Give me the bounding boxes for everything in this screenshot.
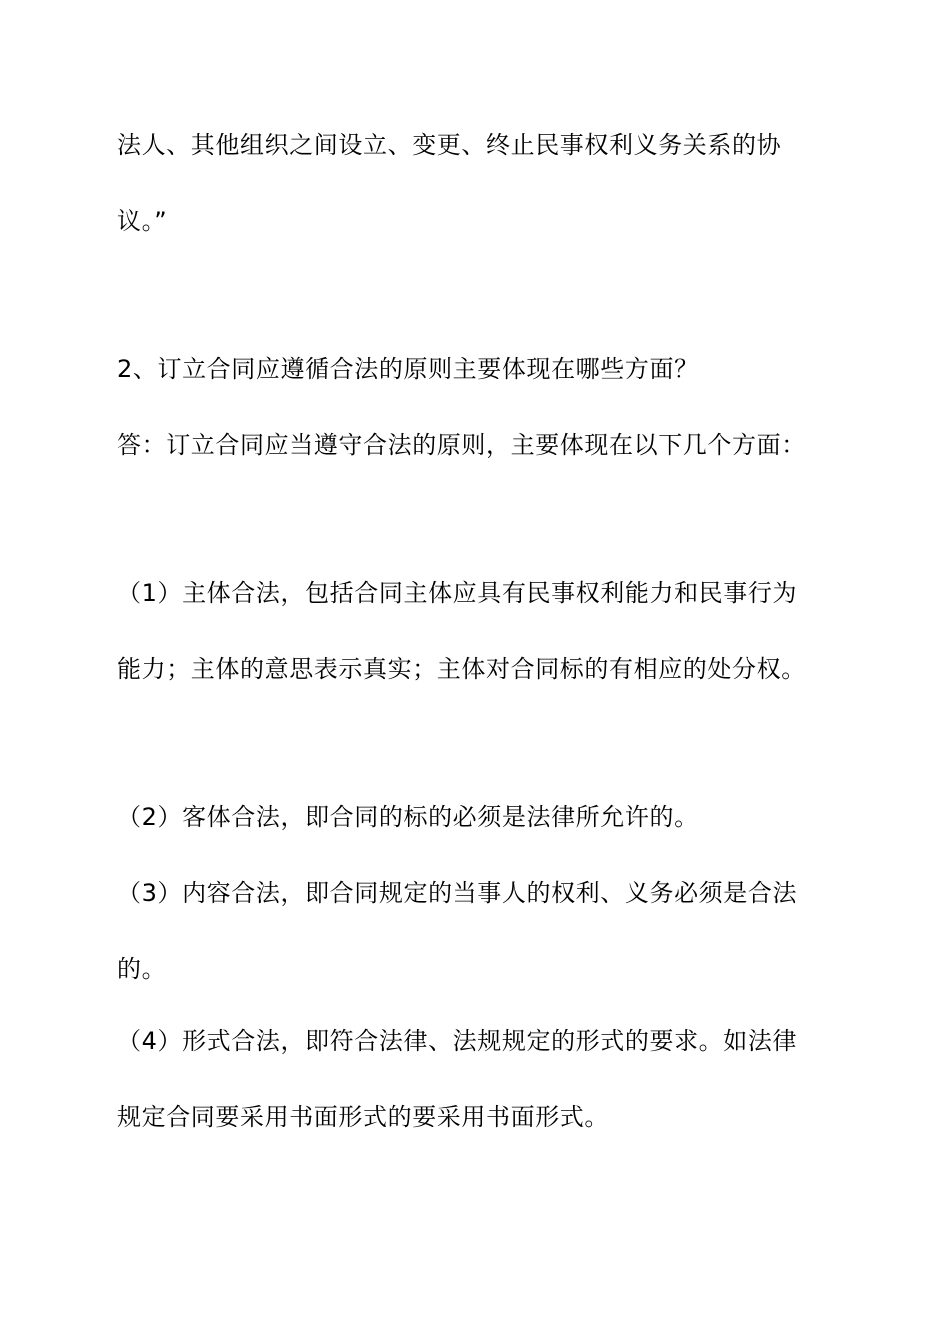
answer-intro: 答：订立合同应当遵守合法的原则，主要体现在以下几个方面： [117,431,806,459]
list-item-2: （2）客体合法，即合同的标的必须是法律所允许的。 [117,803,699,831]
list-item-4-line-2: 规定合同要采用书面形式的要采用书面形式。 [117,1103,609,1131]
question-heading: 2、订立合同应遵循合法的原则主要体现在哪些方面？ [117,355,699,383]
list-item-1-line-2: 能力；主体的意思表示真实；主体对合同标的有相应的处分权。 [117,655,806,683]
paragraph-line: 议。” [117,207,168,235]
list-item-3-line-2: 的。 [117,955,167,983]
list-item-1-line-1: （1）主体合法，包括合同主体应具有民事权利能力和民事行为 [117,579,798,607]
list-item-4-line-1: （4）形式合法，即符合法律、法规规定的形式的要求。如法律 [117,1027,798,1055]
list-item-3-line-1: （3）内容合法，即合同规定的当事人的权利、义务必须是合法 [117,879,798,907]
paragraph-line: 法人、其他组织之间设立、变更、终止民事权利义务关系的协 [117,131,782,159]
